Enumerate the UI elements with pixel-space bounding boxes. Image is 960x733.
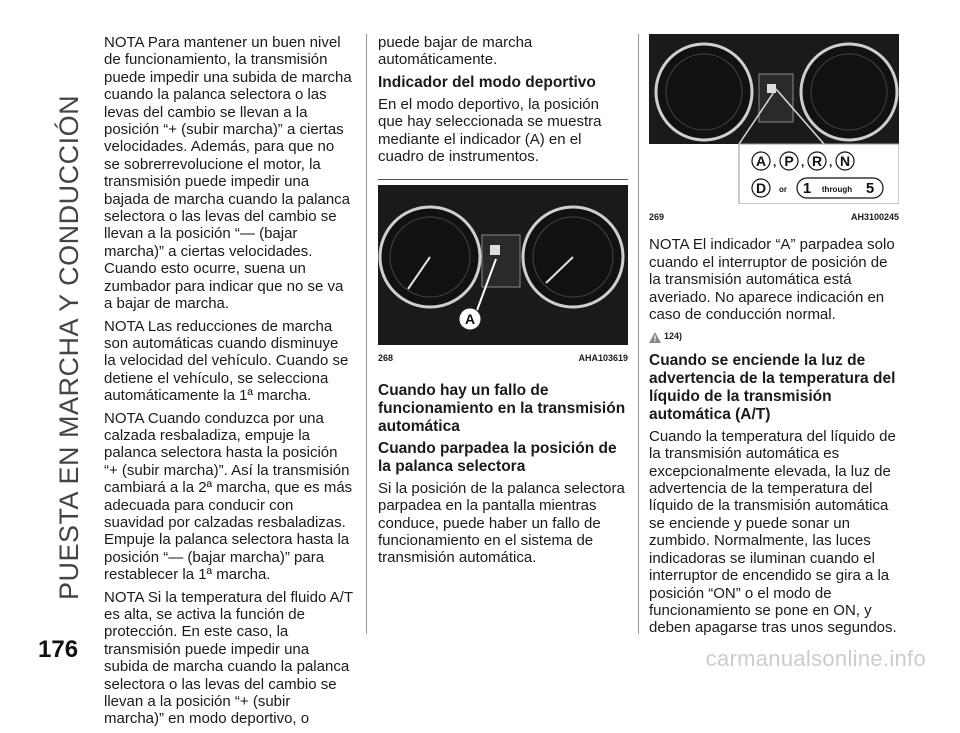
paragraph: NOTA Para mantener un buen nivel de funcionamiento, la transmisión puede impedir una subida de marcha cuando la palanca selectora o las levas del cambio se llevan a la posición “+ (subir marcha)” a ciertas velocidades. Además, para que no se sobrerrevolucione el motor, la transmisión puede impedir una bajada de marcha cuando la palanca selectora o las levas del cambio se llevan a la posición “— (bajar marcha)” a ciertas velocidades. Cuando esto ocurre, suena un zumbador para indicar que no se va a bajar de marcha. xyxy=(104,34,352,313)
paragraph: Cuando la temperatura del líquido de la transmisión automática es excepcionalmente elevada, la luz de advertencia de la temperatura del líquido de la transmisión automática se enciende y puede sonar un zumbido. Normalmente, las luces indicadoras se iluminan cuando el interruptor de encendido se gira a la posición “ON” o el modo de funcionamiento se pone en ON, y deben apagarse tras unos segundos. xyxy=(649,427,897,637)
heading: Cuando parpadea la posición de la palanca selectora xyxy=(378,439,617,475)
paragraph: puede bajar de marcha automáticamente. xyxy=(378,34,533,69)
gear-p: P xyxy=(784,153,794,169)
gear-indicator-image xyxy=(649,34,899,204)
instrument-cluster-image xyxy=(378,185,628,345)
gear-5: 5 xyxy=(865,180,875,197)
svg-text:,: , xyxy=(801,155,805,169)
gear-r: R xyxy=(811,153,823,169)
figure-number: 269 xyxy=(649,212,665,222)
figure-caption xyxy=(378,345,628,367)
figure-caption xyxy=(649,204,899,226)
figure-marker-a: A xyxy=(464,311,476,328)
column-divider xyxy=(366,34,367,634)
gear-d: D xyxy=(755,180,767,196)
column-2 xyxy=(378,34,628,572)
paragraph: Si la posición de la palanca selectora parpadea en la pantalla mientras conduce, puede haber un fallo de funcionamiento en el sistema de transmisión automática. xyxy=(378,479,625,567)
paragraph: NOTA Si la temperatura del fluido A/T es alta, se activa la función de protección. En este caso, la transmisión puede impedir una subida de marcha cuando la palanca selectora o las levas del cambio se llevan a la posición “+ (subir marcha)” en modo deportivo, o xyxy=(104,588,353,728)
svg-text:,: , xyxy=(773,155,777,169)
warning-reference xyxy=(649,328,899,345)
paragraph: En el modo deportivo, la posición que hay seleccionada se muestra mediante el indicador (A) en el cuadro de instrumentos. xyxy=(378,95,602,166)
section-title-vertical: PUESTA EN MARCHA Y CONDUCCIÓN xyxy=(54,94,84,600)
watermark: carmanualsonline.info xyxy=(705,646,926,671)
gear-or: or xyxy=(779,185,787,194)
column-divider xyxy=(638,34,639,634)
figure-number: 268 xyxy=(378,353,394,364)
warning-ref-number: 124) xyxy=(664,331,683,342)
page-number: 176 xyxy=(38,636,79,663)
svg-text:,: , xyxy=(829,155,833,169)
warning-triangle-icon xyxy=(649,332,661,343)
heading: Cuando se enciende la luz de advertencia de la temperatura del líquido de la transmisión automática (A/T) xyxy=(649,351,896,423)
figure-code: AHA103619 xyxy=(578,353,628,364)
heading: Cuando hay un fallo de funcionamiento en la transmisión automática xyxy=(378,381,626,435)
paragraph: NOTA Las reducciones de marcha son automáticas cuando disminuye la velocidad del vehículo. Cuando se detiene el vehículo, se selecciona automáticamente la 1ª marcha. xyxy=(104,317,349,405)
gear-through: through xyxy=(821,185,853,194)
paragraph: NOTA Cuando conduzca por una calzada resbaladiza, empuje la palanca selectora hasta la posición “+ (subir marcha)”. Así la transmisión cambiará a la 2ª marcha, que es más adecuada para conducir con suavidad por calzadas resbaladizas. Empuje la palanca selectora hasta la posición “— (bajar marcha)” para restablecer la 1ª marcha. xyxy=(104,409,353,584)
gear-1: 1 xyxy=(802,180,812,197)
column-3 xyxy=(649,34,899,642)
figure-269 xyxy=(649,34,899,226)
paragraph: NOTA El indicador “A” parpadea solo cuando el interruptor de posición de la transmisión automática está averiado. No aparece indicación en caso de conducción normal. xyxy=(649,236,895,324)
figure-268 xyxy=(378,179,628,367)
gear-n: N xyxy=(839,153,851,169)
gear-a: A xyxy=(755,153,767,169)
figure-top-rule xyxy=(378,179,628,180)
heading: Indicador del modo deportivo xyxy=(378,73,596,91)
column-1 xyxy=(104,34,354,733)
figure-code: AH3100245 xyxy=(850,212,899,222)
